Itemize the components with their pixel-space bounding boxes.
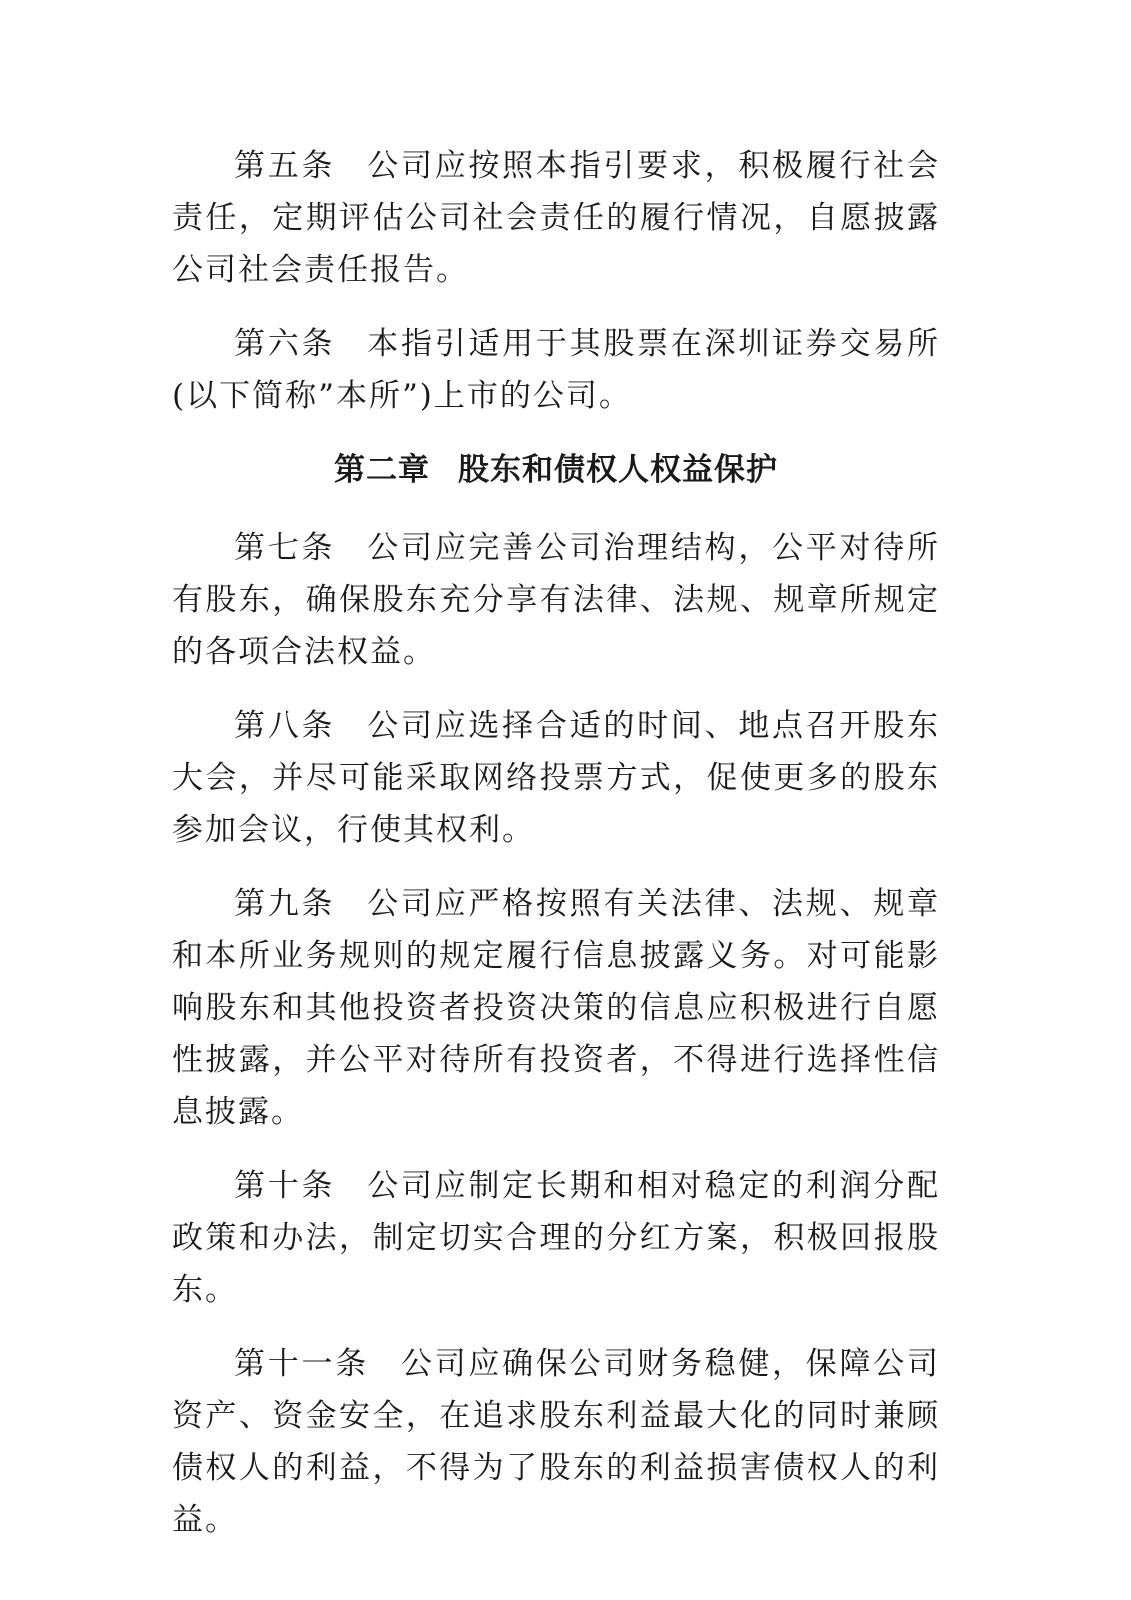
article-6 (172, 318, 940, 422)
article-text: 公司应制定长期和相对稳定的利润分配政策和办法，制定切实合理的分红方案，积极回报股东。 (172, 1168, 941, 1308)
article-number: 第八条 (234, 708, 336, 744)
article-text: 公司应确保公司财务稳健，保障公司资产、资金安全，在追求股东利益最大化的同时兼顾债权人的利益，不得为了股东的利益损害债权人的利益。 (172, 1346, 941, 1538)
article-text: 公司应选择合适的时间、地点召开股东大会，并尽可能采取网络投票方式，促使更多的股东参加会议，行使其权利。 (172, 708, 941, 848)
article-10 (172, 1160, 940, 1316)
article-7 (172, 522, 940, 678)
document-page (172, 140, 940, 1568)
article-8 (172, 700, 940, 856)
chapter-heading (172, 444, 940, 496)
article-text: 本指引适用于其股票在深圳证券交易所(以下简称”本所”)上市的公司。 (172, 326, 941, 414)
chapter-title: 股东和债权人权益保护 (458, 452, 778, 488)
article-11 (172, 1338, 940, 1546)
article-text: 公司应完善公司治理结构，公平对待所有股东，确保股东充分享有法律、法规、规章所规定的各项合法权益。 (172, 530, 941, 670)
article-number: 第九条 (234, 886, 336, 922)
article-5 (172, 140, 940, 296)
article-text: 公司应严格按照有关法律、法规、规章和本所业务规则的规定履行信息披露义务。对可能影响股东和其他投资者投资决策的信息应积极进行自愿性披露，并公平对待所有投资者，不得进行选择性信息披露。 (172, 886, 941, 1130)
chapter-number: 第二章 (334, 452, 430, 488)
article-9 (172, 878, 940, 1138)
article-number: 第十一条 (234, 1346, 369, 1382)
article-number: 第七条 (234, 530, 336, 566)
article-number: 第六条 (234, 326, 336, 362)
article-text: 公司应按照本指引要求，积极履行社会责任，定期评估公司社会责任的履行情况，自愿披露公司社会责任报告。 (172, 148, 941, 288)
article-number: 第五条 (234, 148, 336, 184)
article-number: 第十条 (234, 1168, 336, 1204)
